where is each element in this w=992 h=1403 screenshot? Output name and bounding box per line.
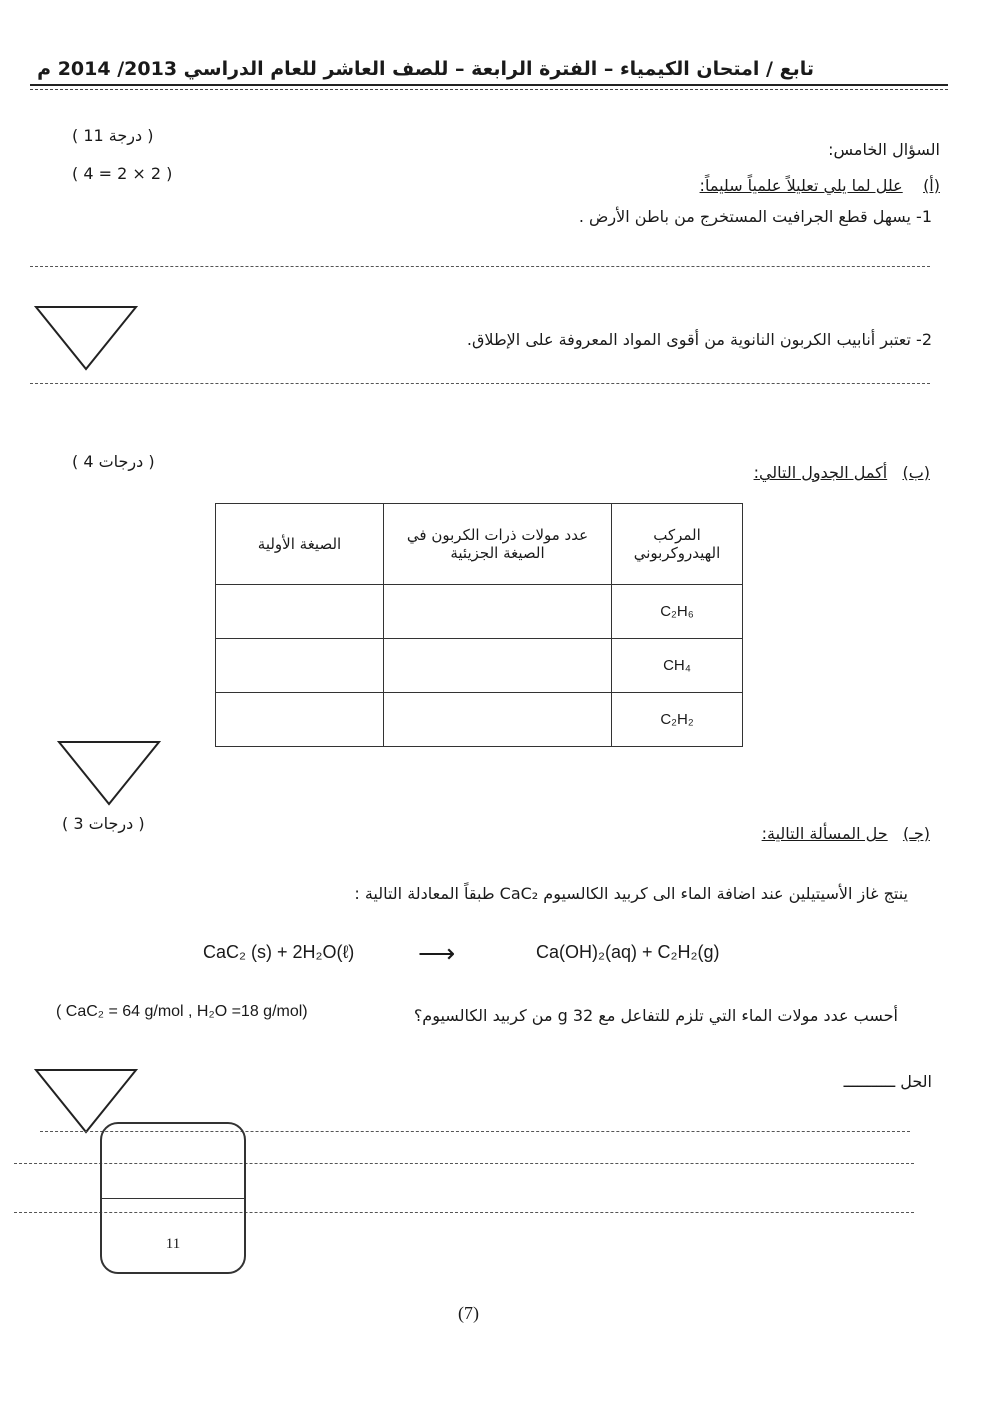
part-b-header bbox=[754, 463, 930, 482]
score-box-divider bbox=[102, 1198, 244, 1199]
empirical-cell[interactable] bbox=[216, 693, 384, 747]
part-c-instruction: حل المسألة التالية: bbox=[761, 824, 888, 843]
part-c-intro: ينتج غاز الأسيتيلين عند اضافة الماء الى كربيد الكالسيوم CaC₂ طبقاً المعادلة التالية : bbox=[354, 884, 908, 903]
table-header-moles: عدد مولات ذرات الكربون في الصيغة الجزيئية bbox=[384, 504, 612, 585]
empirical-cell[interactable] bbox=[216, 639, 384, 693]
part-b-marks: ( 4 درجات ) bbox=[72, 452, 155, 471]
part-a-marks: ( 4 = 2 × 2 ) bbox=[72, 164, 173, 183]
question-total-marks: ( 11 درجة ) bbox=[72, 126, 154, 145]
question-title: السؤال الخامس: bbox=[828, 140, 940, 159]
part-a-header bbox=[700, 176, 940, 195]
table-header-empirical: الصيغة الأولية bbox=[216, 504, 384, 585]
part-a-instruction: علل لما يلي تعليلاً علمياً سليماً: bbox=[699, 176, 903, 195]
empirical-cell[interactable] bbox=[216, 585, 384, 639]
molar-masses: ( CaC₂ = 64 g/mol , H₂O =18 g/mol) bbox=[56, 1003, 308, 1020]
part-c-header bbox=[762, 824, 930, 843]
moles-cell[interactable] bbox=[384, 693, 612, 747]
table-header-row bbox=[216, 504, 743, 585]
part-c-question: أحسب عدد مولات الماء التي تلزم للتفاعل مع 32 g من كربيد الكالسيوم؟ bbox=[413, 1006, 898, 1025]
part-a-item-1: 1- يسهل قطع الجرافيت المستخرج من باطن الأرض . bbox=[578, 207, 932, 226]
solution-label: الحل ـــــــــــ bbox=[843, 1072, 932, 1091]
answer-line[interactable] bbox=[30, 266, 930, 267]
equation-reactants: CaC₂ (s) + 2H₂O(ℓ) bbox=[203, 942, 355, 962]
equation-products: Ca(OH)₂(aq) + C₂H₂(g) bbox=[536, 942, 720, 962]
table-row bbox=[216, 693, 743, 747]
exam-header-title: تابع / امتحان الكيمياء – الفترة الرابعة – للصف العاشر للعام الدراسي 2013/ 2014 م bbox=[37, 58, 814, 80]
moles-cell[interactable] bbox=[384, 585, 612, 639]
page-number: (7) bbox=[458, 1303, 479, 1323]
compound-cell: C₂H₂ bbox=[612, 693, 743, 747]
part-c-marks: ( 3 درجات ) bbox=[62, 814, 145, 833]
part-c-label: (جـ) bbox=[902, 824, 930, 843]
hydrocarbon-table bbox=[215, 503, 743, 747]
part-b-label: (ب) bbox=[902, 463, 930, 482]
header-divider-dashed bbox=[30, 89, 948, 90]
compound-cell: C₂H₆ bbox=[612, 585, 743, 639]
grading-triangle-icon bbox=[34, 305, 138, 371]
header-divider bbox=[30, 84, 948, 86]
compound-cell: CH₄ bbox=[612, 639, 743, 693]
reaction-arrow-icon: ⟶ bbox=[418, 938, 456, 968]
part-b-instruction: أكمل الجدول التالي: bbox=[753, 463, 888, 482]
table-row bbox=[216, 585, 743, 639]
score-total: 11 bbox=[165, 1236, 181, 1252]
score-box bbox=[100, 1122, 246, 1274]
moles-cell[interactable] bbox=[384, 639, 612, 693]
table-header-compound: المركب الهيدروكربوني bbox=[612, 504, 743, 585]
table-row bbox=[216, 639, 743, 693]
answer-line[interactable] bbox=[30, 383, 930, 384]
grading-triangle-icon bbox=[57, 740, 161, 806]
part-a-label: (أ) bbox=[923, 176, 940, 195]
part-a-item-2: 2- تعتبر أنابيب الكربون النانوية من أقوى المواد المعروفة على الإطلاق. bbox=[466, 330, 932, 349]
